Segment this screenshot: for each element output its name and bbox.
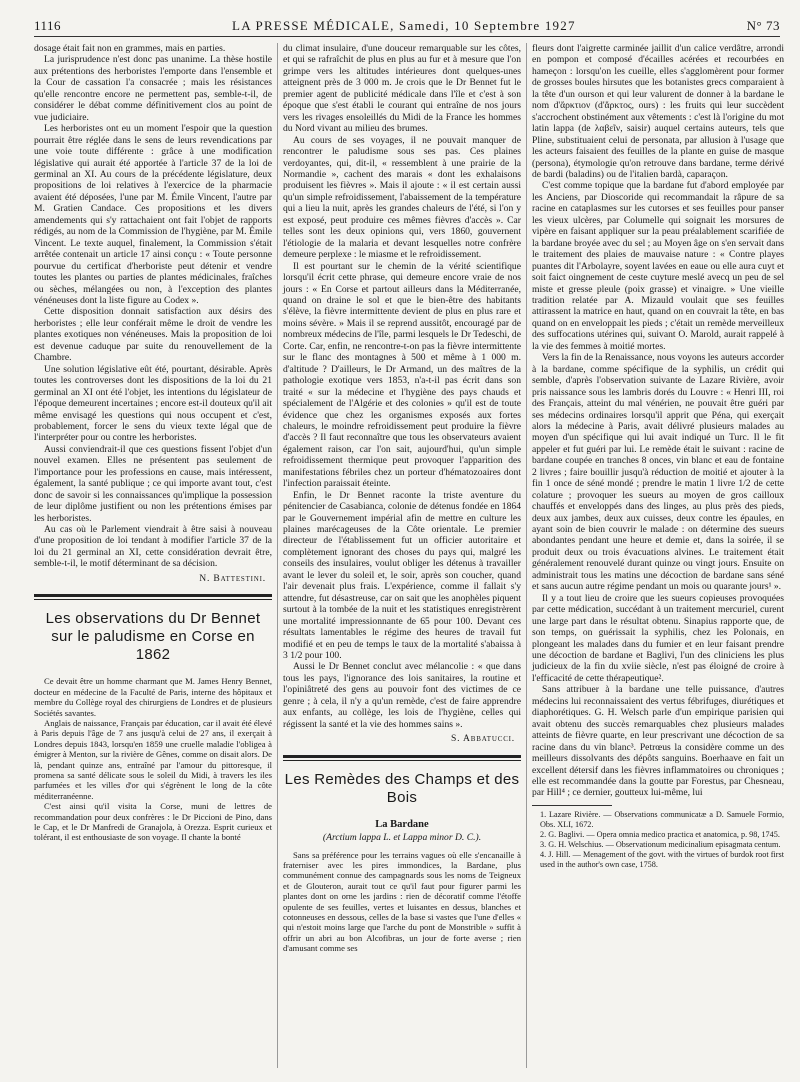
paragraph: Anglais de naissance, Français par éducation, car il avait été élevé à Paris depuis l'âge de 7 ans jusqu'à celui de 27 ans, il exerçait à Londres depuis 1843, lorsqu'en 1859 une cruelle maladie l'obligea à émigrer à Menton, sur la rivière de Gênes, comme on disait alors. De là, pendant quinze ans, entraîné par l'amour du pittoresque, il promena sa santé délicate sous le soleil du Midi, à travers les iles parfumées et les villes d'or qui s'égrènent le long de la côte méditerranéenne.: [34, 717, 272, 801]
article-title-line: Les observations du Dr Bennet: [45, 610, 261, 628]
paragraph: Vers la fin de la Renaissance, nous voyons les auteurs accorder à la bardane, comme spécifique de la syphilis, un crédit qui semble, d'après l'observation suivante de Lazare Rivière, avoir pris naissance sous les lambris dorés du Louvre : « Henri III, roi des Français, atteint du mal vénérien, ne pouvait être guéri par ses médecins ordinaires lorsqu'il apprit que Péna, qui exerçait alors la médecine à Paris, avait délivré plusieurs malades au moyen d'un spécifique qui lui avait indiqué un Turc. Il le fit appeler et fut guéri par lui. Le remède était le suivant : racine de bardane coupée en tranches 8 onces, vin blanc et eau de fontaine 2 livres ; faire bouillir jusqu'à réduction de moitié et ajouter à la fin 1 once de séné mondé ; prendre le matin 1 livre 1/2 de cette colature ; provoquer les sueurs au moyen de gros cailloux chauffés et enveloppés dans des linges, au plus près des pieds, deux aux jambes, deux aux cuisses, deux contre les épaules, en ayant soin de bien couvrir le malade : on détermine des sueurs abondantes pendant une heure et demie et, dans la soirée, il se produit deux ou trois évacuations alvines. Le traitement était généralement renouvelé durant quinze ou vingt jours. Ensuite on administrait tous les matins une décoction de bardane sans séné et sans aucun autre régime pendant un mois ou quarante jours¹ ».: [532, 352, 784, 593]
paragraph: Au cas où le Parlement viendrait à être saisi à nouveau d'une proposition de loi tendant à modifier l'article 37 de la loi du 21 germinal an XI, cette considération devrait être, semble-t-il, le motif déterminant de sa décision.: [34, 524, 272, 570]
footnote: 2. G. Baglivi. — Opera omnia medico practica et anatomica, p. 98, 1745.: [540, 829, 780, 839]
footnote: 1. Lazare Rivière. — Observations communicatæ a D. Samuele Formio, Obs. XLI, 1672.: [540, 809, 784, 829]
section-rule: [283, 760, 521, 761]
paragraph: Au cours de ses voyages, il ne pouvait manquer de rencontrer le paludisme sous ses pas. Ces plaines verdoyantes, qui, dit-il, « ressemblent à une prairie de la Normandie », cachent des marais « dont les exhalaisons produisent les fièvres ». Mais il ajoute : « il est certain aussi qu'un simple refroidissement, l'abaissement de la température qui a lieu la nuit, après les grandes chaleurs de l'été, si l'on y est exposé, peut produire ces mêmes fièvres d'accès ». Car telles sont les deux opinions qui, vers 1860, gouvernent l'étiologie de la malaria et devant lesquelles notre confrère demeure perplexe : le miasme et le refroidissement.: [283, 134, 521, 261]
section-rule: [34, 594, 272, 597]
paragraph: du climat insulaire, d'une douceur remarquable sur les côtes, et qui se rafraîchit de plus en plus au fur et à mesure que l'on grimpe vers les altitudes intérieures dont quelques-unes atteignent près de 3 000 m. Je crois que le Dr Bennet fut le premier agent de publicité médicale dans l'île et c'est à son époque que s'est établi le courant qui entraîne de nos jours vers les rivages ensoleillés du Midi de la France les hommes du Nord vivant au milieu des brumes.: [283, 43, 521, 135]
column-1: [34, 43, 272, 843]
botanical-names: (Arctium lappa L. et Lappa minor D. C.).: [322, 832, 482, 844]
article-subtitle: La Bardane: [375, 818, 429, 830]
paragraph: Aussi conviendrait-il que ces questions fissent l'objet d'un nouvel examen. Elles ne présentent pas seulement de l'importance pour les professions en cause, mais intéressent, également, la santé publique ; ce qui importe avant tout, c'est donc de savoir si les connaissances qu'implique la possession de leur diplôme justifient ou non les prétentions émises par les herboristes.: [34, 443, 272, 524]
column-3: [532, 43, 784, 870]
section-rule: [34, 599, 272, 600]
author-signature: S. Abbatucci.: [451, 733, 515, 745]
paragraph: C'est comme topique que la bardane fut d'abord employée par les Anciens, par Dioscoride qui recommandait la râpure de sa racine en cataplasmes sur les cutorses et ses feuilles pour panser les vieux ulcères, par Columelle qui soignait les morsures de vipère en faisant appliquer sur la peau préalablement scarifiée de la bardane broyée avec du sel ; au Moyen âge on s'en servait dans le traitement des plaies de mauvaise nature : « Contre playes puantes dit l'Arbolayre, soyent lavées en eaue ou elle aura cuyt et soit faict oingnement de ceste cuyture meslé avecq un peu de sel miste et gresse pleule (poix grasse) et vinaigre. » Une vieille tradition relatée par A. Mizauld voulait que ses feuilles attirassent la matrice en haut, quand on en couvrait la tête, en bas quand on en enveloppait les pieds ; c'était un remède merveilleux des suffocations utérines qui, suivant O. Marold, aurait rappelé à la vie des femmes à moitié mortes.: [532, 180, 784, 352]
paragraph: Il est pourtant sur le chemin de la vérité scientifique lorsqu'il écrit cette phrase, qui demeure encore vraie de nos jours : « En Corse et partout ailleurs dans la Méditerranée, quand on draine le sol et que le bien-être des habitants s'élève, la fièvre intermittente devient de plus en plus rare et moins sévère. » Mais il se reprend aussitôt, encouragé par de nombreux médecins de l'île, parmi lesquels le Dr Tedeschi, de Corte. Car, enfin, ne rencontre-t-on pas la fièvre intermittente sur le flanc des montagnes à 500 et même à 1 000 m. d'altitude ? D'ailleurs, le Dr Armand, un des maîtres de la pathologie exotique vers 1853, n'a-t-il pas écrit dans son traité « sur la médecine et l'hygiène des pays chauds et spécialement de l'Algérie et des colonies » qu'il est de toute évidence que chez les organismes exposés aux fortes chaleurs, le moindre refroidissement peut produire la fièvre d'accès ? Il faut reconnaître que tous les observateurs avaient également raison, car l'on sait, aujourd'hui, qu'un simple refroidissement thermique peut provoquer l'apparition des manifestations fébriles chez un porteur d'hématozoaires dont l'infection paraissait éteinte.: [283, 260, 521, 490]
column-separator: [526, 43, 527, 1068]
journal-title: LA PRESSE MÉDICALE, Samedi, 10 Septembre 1927: [232, 18, 576, 33]
footnote: 4. J. Hill. — Menagement of the govt. with the virtues of burdok root first used in the author's own case, 1758.: [540, 849, 784, 869]
paragraph: Ce devait être un homme charmant que M. James Henry Bennet, docteur en médecine de la Faculté de Paris, interne des hôpitaux et membre du Collège royal des chirurgiens de Londres et de plusieurs Sociétés savantes.: [34, 676, 272, 718]
paragraph: Une solution législative eût été, pourtant, désirable. Après toutes les controverses dont les dispositions de la loi du 21 germinal an XI ont été l'objet, les intentions du législateur de l'époque demeurent incertaines ; encore est-il douteux qu'il ait même envisagé les questions qui nous occupent et c'est, probablement, forcer le sens du vieux texte légal que de l'interpréter pour ou contre les herboristes.: [34, 363, 272, 444]
footnote: 3. G. H. Welschius. — Observationum medicinalium episagmata centum.: [540, 839, 781, 849]
article-title-line: sur le paludisme en Corse en 1862: [51, 628, 255, 664]
section-rule: [283, 755, 521, 758]
column-2: [283, 43, 521, 954]
issue-number: N° 73: [746, 18, 780, 33]
paragraph: Cette disposition donnait satisfaction aux désirs des herboristes ; elle leur conférait même le droit de vendre les plantes exotiques non vénéneuses. Mais la proposition de loi est devenue caduque par suite du renouvellement de la Chambre.: [34, 306, 272, 364]
header-rule: [34, 36, 780, 37]
author-signature: N. Battestini.: [199, 572, 266, 584]
paragraph: Il y a tout lieu de croire que les sueurs copieuses provoquées par cette médication, succédant à un traitement mercuriel, curent une large part dans le résultat obtenu. Sinapius rapporte que, de son temps, on guérissait la syphilis, chez les Polonais, en plongeant les malades dans du fumier et en leur faisant prendre une décoction de bardane et Baglivi, l'un des cliniciens les plus judicieux de la fin du xviie siècle, n'est pas éloigné de croire à l'efficacité de cette thérapeutique².: [532, 592, 784, 684]
article-title: Les Remèdes des Champs et des Bois: [284, 770, 520, 806]
column-separator: [277, 43, 278, 1068]
paragraph: C'est ainsi qu'il visita la Corse, muni de lettres de recommandation pour deux confrères : le Dr Piccioni de Pino, dans le Cap, et le Dr Manfredi de Granajola, à Orezza. Esprit curieux et tolérant, il est enthousiaste de son voyage. Il chante la bonté: [34, 801, 272, 843]
paragraph: Enfin, le Dr Bennet raconte la triste aventure du pénitencier de Casabianca, colonie de détenus fondée en 1864 par le Gouvernement impérial afin de mettre en culture les plaines marécageuses de la Côte orientale. Le premier directeur de l'établissement fut un officier autoritaire et complètement ignorant des choses du pays qui, malgré les conseils des insulaires, voulut obliger les détenus à travailler avant le lever du soleil et, le soir, après son coucher, quand l'air devenait plus frais. L'expérience, comme il fallait s'y attendre, fut désastreuse, car on sait que les anophèles piquent surtout à la tombée de la nuit et les statistiques enregistrèrent une mortalité impressionnante de 65 pour 100. Devant ces résultats lamentables le régime des heures de travail fut modifié et en peu de temps le taux de la mortalité s'abaissa à 3 1/2 pour 100.: [283, 489, 521, 662]
paragraph: La jurisprudence n'est donc pas unanime. La thèse hostile aux prétentions des herboristes l'emporte dans l'ensemble et la Cour de cassation l'a consacrée ; mais les résistances qu'elle rencontre encore ne permettent pas, semble-t-il, de considérer le débat comme définitivement clos au point de vue judiciaire.: [34, 54, 272, 123]
page-header: [34, 18, 780, 36]
footnote-rule: [532, 805, 612, 806]
paragraph: Sans attribuer à la bardane une telle puissance, d'autres médecins lui reconnaissaient des vertus fébrifuges, diurétiques et diaphorétiques. G. H. Welsch parle d'un empirique parisien qui avait obtenu des succès remarquables chez plusieurs malades atteints de fièvre quarte, en leur prescrivant une décoction de sa racine dans du vin blanc³. Petrœus la considère comme un des meilleurs dissolvants des dépôts sanguins. Boerhaave en fait un excellent détersif dans les fièvres inflammatoires ou chroniques ; elle est recommandée dans la goutte par Forestus, par Chesneau, par Hill⁴ ; ce dernier, goutteux lui-même, lui: [532, 684, 784, 799]
paragraph: Les herboristes ont eu un moment l'espoir que la question pourrait être réglée dans le sens de leurs revendications par une voie toute différente : grâce à une modification législative qui aurait été apportée à l'article 37 de la loi de germinal an XI. Au cours de la précédente législature, deux propositions de loi relatives à l'exercice de la pharmacie avaient été déposées, l'une par M. Émile Vincent, l'autre par M. Gratien Candace. Ces propositions et les divers amendements qui s'y rattachaient ont fait l'objet de rapports rédigés, au nom de la Commission de l'hygiène, par M. Émile Vincent. Le texte auquel, finalement, la Commission s'était arrêtée contenait un article 17 ainsi conçu : « Toute personne pourvue du certificat d'herboriste peut détenir et vendre toutes les plantes ou parties de plantes médicinales, fraîches ou sèches, mélangées ou non, à l'exception des plantes vénéneuses dont la liste figure au Codex ».: [34, 123, 272, 306]
article-title: [34, 610, 272, 664]
paragraph: fleurs dont l'aigrette carminée jaillit d'un calice verdâtre, arrondi en pompon et composé d'écailles acérées et recourbées en hameçon : lorsqu'on les cueille, elles s'agglomèrent pour former de grosses boules hirsutes que les botanistes grecs comparaient à la tête d'un ourson et qui leur valurent de donner à la bardane le nom d'ἄρκτιον (d'ἄρκτος, ours) : les fruits qui leur succèdent s'accrochent obstinément aux vêtements : c'est là l'origine du mot latin lappa (de λαβεῖν, saisir) auquel certains auteurs, tels que Pline, substituaient celui de personata, par allusion à l'usage que les acteurs faisaient des feuilles de la plante en guise de masque (persona), étymologie qu'on retrouve dans bardane, terme dérivé de bardi (baladins) ou de l'italien bardà, caparaçon.: [532, 43, 784, 180]
paragraph: dosage était fait non en grammes, mais en parties.: [34, 43, 226, 54]
paragraph: Aussi le Dr Bennet conclut avec mélancolie : « que dans tous les pays, l'ignorance des lois sanitaires, la routine et l'opiniâtreté des gens au pouvoir font des victimes de ce genre ; à cela, il n'y a qu'un remède, c'est de faire apprendre aux enfants, au collège, les lois de l'hygiène, celles qui régissent la santé et la vie des hommes sains ».: [283, 661, 521, 730]
page-number: 1116: [34, 18, 62, 33]
paragraph: Sans sa préférence pour les terrains vagues où elle s'encanaille à fraterniser avec les pires immondices, la Bardane, plus communément connue des campagnards sous les noms de Teigneux et de Glouteron, aurait tout ce qu'il faut pour figurer parmi les plantes dont on orne les jardins : rien de décoratif comme l'étoffe opulente de ses feuilles, vertes et luisantes en dessus, blanches et cotonneuses en dessous, celles de la base si vastes que l'une d'elles « qui n'estoit moins large que l'arche du pont de Monstrible » suffit à offrir un abri au bon Alcofibras, un jour de forte averse ; rien d'amusant comme ses: [283, 849, 521, 954]
